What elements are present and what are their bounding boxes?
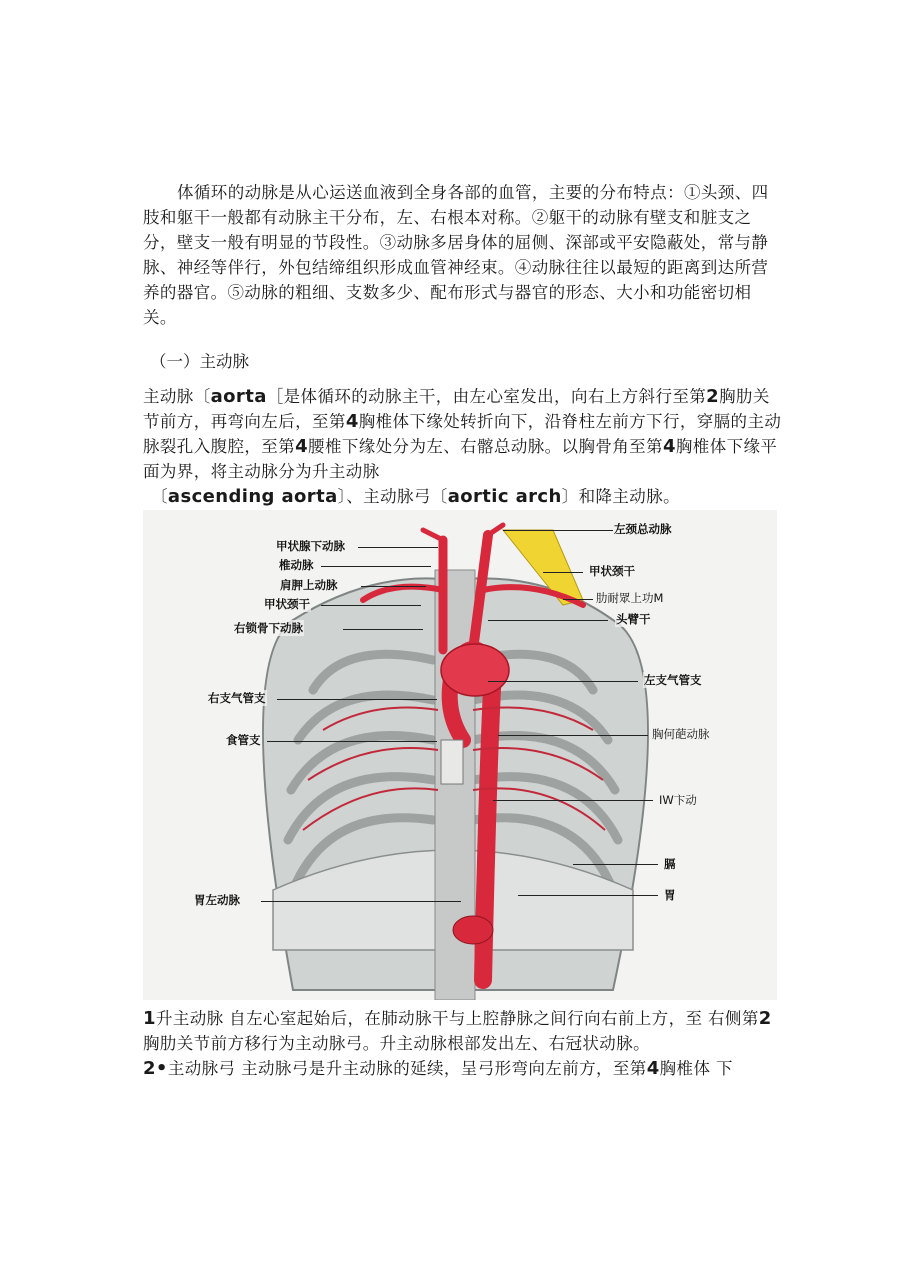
leader-line (498, 735, 648, 736)
label-right-bronchial-branch: 右支气管支 (208, 691, 266, 705)
p2-text: 〕和降主动脉。 (561, 487, 681, 506)
p2-number: 4 (662, 436, 676, 457)
leader-line (488, 681, 638, 682)
p2-last-line (143, 484, 783, 509)
label-vertebral-artery: 椎动脉 (279, 558, 314, 572)
p3-number: 2• (143, 1058, 168, 1079)
thoracic-aorta-figure (143, 510, 777, 1000)
p2-term-ascending-aorta: ascending aorta (167, 486, 338, 507)
leader-line (503, 530, 613, 531)
label-suprascapular-artery: 肩胛上动脉 (280, 578, 338, 592)
p2-term-aortic-arch: aortic arch (447, 486, 562, 507)
label-thyrocervical-trunk-right: 甲状颈干 (589, 564, 635, 578)
leader-line (563, 599, 593, 600)
leader-line (573, 864, 658, 865)
p2-number: 4 (345, 411, 359, 432)
label-inferior-thyroid-artery: 甲状腺下动脉 (276, 539, 345, 553)
leader-line (277, 699, 437, 700)
p3-number: 4 (646, 1058, 660, 1079)
leader-line (358, 547, 438, 548)
p3-number: 2 (758, 1008, 772, 1029)
section-heading: （一）主动脉 (150, 352, 249, 371)
label-left-common-carotid: 左颈总动脉 (614, 522, 672, 536)
label-thyrocervical-trunk-left: 甲状颈干 (264, 597, 310, 611)
ascending-aorta-paragraph (143, 1006, 783, 1081)
p3-text: 胸肋关节前方移行为主动脉弓。升主动脉根部发出左、右冠状动脉。 (143, 1034, 650, 1053)
thorax-illustration (143, 510, 777, 1000)
label-diaphragm: 膈 (664, 857, 676, 871)
p2-text: 主动脉〔 (143, 387, 211, 406)
label-left-bronchial-branch: 左支气管支 (644, 673, 702, 687)
p2-text: 胸椎体下缘平面为界，将主动脉分为升主动脉 (143, 437, 778, 481)
leader-line (261, 901, 461, 902)
label-brachiocephalic-trunk: 头臂干 (616, 612, 651, 626)
p2-text: 腰椎下缘处分为左、右髂总动脉。以胸骨角至第 (308, 437, 663, 456)
p3-text: 胸椎体 下 (659, 1059, 733, 1078)
label-right-subclavian-artery: 右锁骨下动脉 (234, 621, 303, 635)
p3-text: 主动脉弓 主动脉弓是升主动脉的延续，呈弓形弯向左前方，至第 (167, 1059, 647, 1078)
p3-number: 1 (143, 1008, 156, 1029)
label-left-gastric-artery: 胃左动脉 (194, 893, 240, 907)
p2-term-aorta: aorta (210, 386, 267, 407)
label-costocervical-trunk: 肋耐眾上功M (596, 591, 664, 605)
p2-text: ［是体循环的动脉主干，由左心室发出，向右上方斜行至第 (266, 387, 707, 406)
label-esophageal-branch: 食管支 (226, 733, 261, 747)
leader-line (343, 629, 423, 630)
leader-line (361, 586, 426, 587)
intro-paragraph: 体循环的动脉是从心运送血液到全身各部的血管，主要的分布特点：①头颈、四肢和躯干一般都有动脉主干分布，左、右根本对称。②躯干的动脉有壁支和脏支之分，壁支一般有明显的节段性。③动脉多居身体的屈侧、深部或平安隐蔽处，常与静脉、神经等伴行，外包结缔组织形成血管神经束。④动脉往往以最短的距离到达所营养的器官。⑤动脉的粗细、支数多少、配布形式与器官的形态、大小和功能密切相关。 (143, 183, 769, 327)
p2-text: 〕、主动脉弓〔 (337, 487, 448, 506)
label-intercostal-artery: 胸何葩动脉 (652, 727, 710, 741)
p2-text: 〔 (151, 487, 168, 506)
leader-line (518, 895, 658, 896)
p2-number: 4 (295, 436, 309, 457)
label-thoracic-aorta: IW卞动 (659, 793, 697, 807)
p3-text: 升主动脉 自左心室起始后，在肺动脉干与上腔静脉之间行向右前上方，至 右侧第 (155, 1009, 759, 1028)
p2-text: 胸椎体下缘处转折向下，沿脊柱左前方下行，穿膈的主动脉裂孔入腹腔，至第 (143, 412, 782, 456)
leader-line (543, 572, 583, 573)
label-stomach: 胃 (664, 888, 676, 902)
leader-line (488, 620, 608, 621)
leader-line (321, 605, 421, 606)
leader-line (493, 800, 653, 801)
p2-text: 胸肋关节前方，再弯向左后，至第 (143, 387, 770, 431)
leader-line (321, 566, 431, 567)
aorta-paragraph (143, 384, 783, 509)
p2-number: 2 (706, 386, 720, 407)
leader-line (267, 741, 437, 742)
